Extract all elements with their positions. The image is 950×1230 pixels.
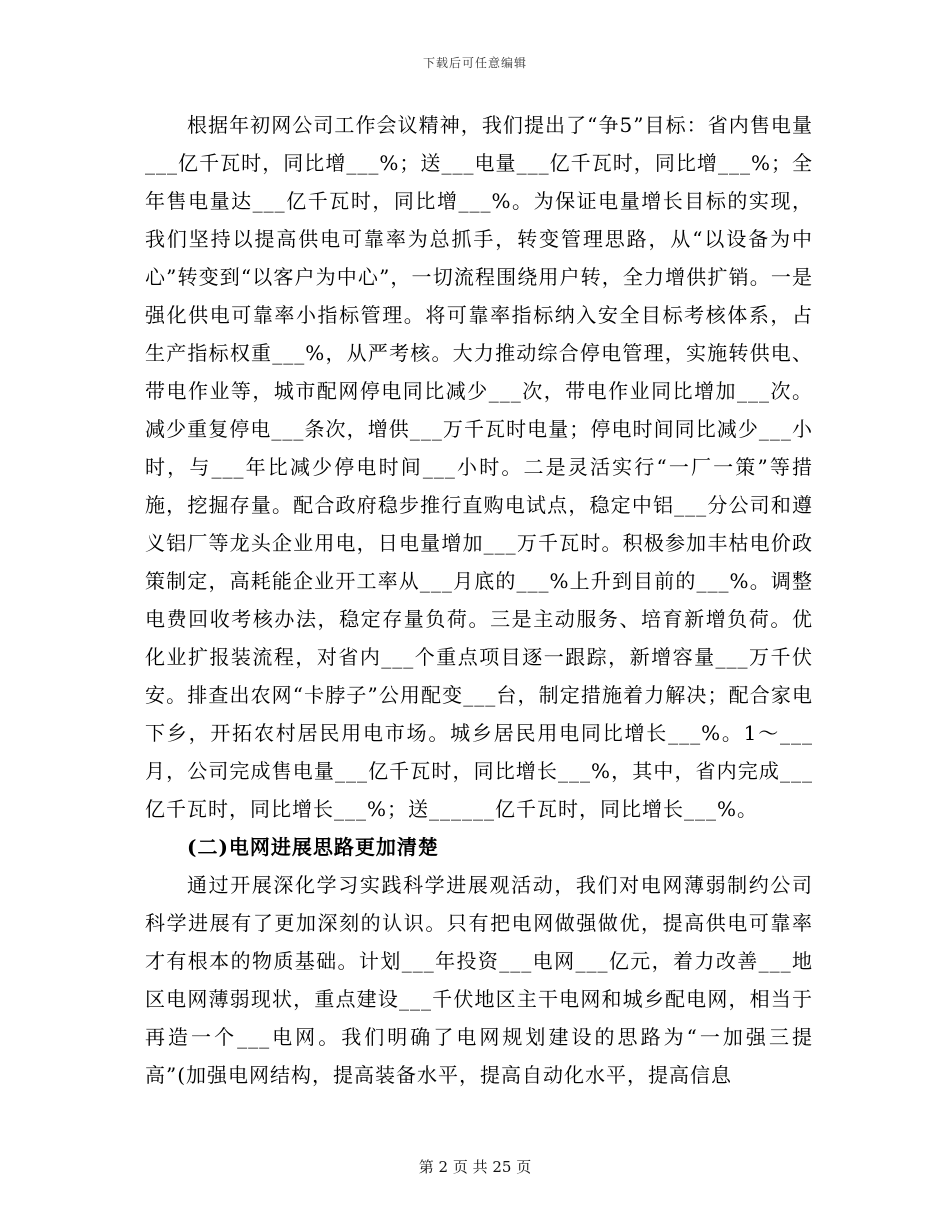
page-number: 第 2 页 共 25 页 bbox=[418, 1158, 532, 1176]
body-paragraph-2: 通过开展深化学习实践科学进展观活动，我们对电网薄弱制约公司科学进展有了更加深刻的认识。只有把电网做强做优，提高供电可靠率才有根本的物质基础。计划___年投资___电网___亿元，着力改善___地区电网薄弱现状，重点建设___千伏地区主干电网和城乡配电网，相当于再造一个___电网。我们明确了电网规划建设的思路为“一加强三提高”(加强电网结构，提高装备水平，提高自动化水平，提高信息 bbox=[145, 873, 813, 1087]
body-paragraph-1: 根据年初网公司工作会议精神，我们提出了“争5”目标：省内售电量___亿千瓦时，同比增___%；送___电量___亿千瓦时，同比增___%；全年售电量达___亿千瓦时，同比增___%。为保证电量增长目标的实现，我们坚持以提高供电可靠率为总抓手，转变管理思路，从“以设备为中心”转变到“以客户为中心”，一切流程围绕用户转，全力增供扩销。一是强化供电可靠率小指标管理。将可靠率指标纳入安全目标考核体系，占生产指标权重___%，从严考核。大力推动综合停电管理，实施转供电、带电作业等，城市配网停电同比减少___次，带电作业同比增加___次。减少重复停电___条次，增供___万千瓦时电量；停电时间同比减少___小时，与___年比减少停电时间___小时。二是灵活实行“一厂一策”等措施，挖掘存量。配合政府稳步推行直购电试点，稳定中铝___分公司和遵义铝厂等龙头企业用电，日电量增加___万千瓦时。积极参加丰枯电价政策制定，高耗能企业开工率从___月底的___%上升到目前的___%。调整电费回收考核办法，稳定存量负荷。三是主动服务、培育新增负荷。优化业扩报装流程，对省内___个重点项目逐一跟踪，新增容量___万千伏安。排查出农网“卡脖子”公用配变___台，制定措施着力解决；配合家电下乡，开拓农村居民用电市场。城乡居民用电同比增长___%。1～___月，公司完成售电量___亿千瓦时，同比增长___%，其中，省内完成___亿千瓦时，同比增长___%；送______亿千瓦时，同比增长___%。 bbox=[145, 113, 813, 821]
document-body bbox=[145, 106, 813, 1094]
page-header: 下载后可任意编辑 bbox=[422, 56, 527, 70]
section-heading: (二)电网进展思路更加清楚 bbox=[187, 835, 439, 859]
